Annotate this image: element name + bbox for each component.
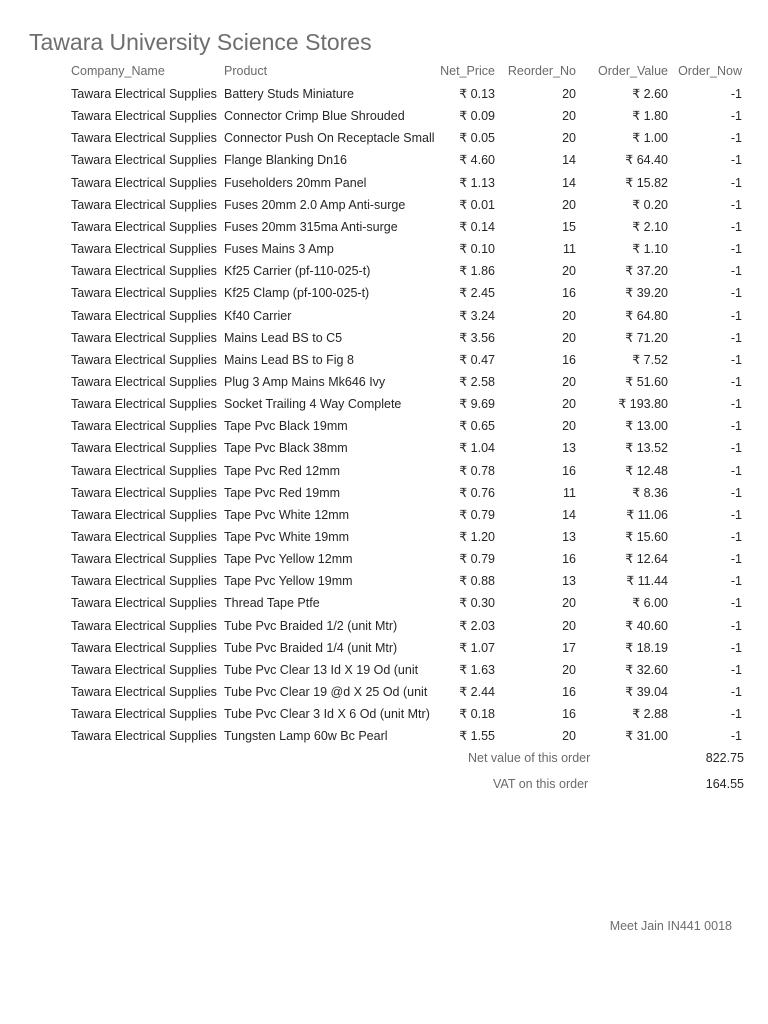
cell-order-now: -1 bbox=[730, 641, 742, 655]
cell-product: Tape Pvc Black 19mm bbox=[224, 419, 348, 433]
table-row bbox=[0, 526, 768, 548]
cell-company: Tawara Electrical Supplies bbox=[71, 552, 217, 566]
cell-net-price: ₹ 0.76 bbox=[459, 486, 495, 500]
cell-order-value: ₹ 18.19 bbox=[625, 641, 668, 655]
cell-company: Tawara Electrical Supplies bbox=[71, 131, 217, 145]
cell-reorder-no: 20 bbox=[562, 309, 576, 323]
cell-product: Battery Studs Miniature bbox=[224, 87, 354, 101]
cell-order-now: -1 bbox=[730, 109, 742, 123]
cell-net-price: ₹ 0.18 bbox=[459, 707, 495, 721]
cell-order-value: ₹ 7.52 bbox=[632, 353, 668, 367]
cell-net-price: ₹ 0.01 bbox=[459, 198, 495, 212]
cell-order-now: -1 bbox=[730, 353, 742, 367]
cell-company: Tawara Electrical Supplies bbox=[71, 574, 217, 588]
table-row bbox=[0, 681, 768, 703]
cell-company: Tawara Electrical Supplies bbox=[71, 508, 217, 522]
cell-company: Tawara Electrical Supplies bbox=[71, 441, 217, 455]
cell-order-now: -1 bbox=[730, 87, 742, 101]
table-row bbox=[0, 482, 768, 504]
cell-order-now: -1 bbox=[730, 552, 742, 566]
cell-order-now: -1 bbox=[730, 375, 742, 389]
cell-company: Tawara Electrical Supplies bbox=[71, 596, 217, 610]
cell-product: Tube Pvc Braided 1/2 (unit Mtr) bbox=[224, 619, 398, 633]
cell-order-value: ₹ 32.60 bbox=[625, 663, 668, 677]
cell-company: Tawara Electrical Supplies bbox=[71, 264, 217, 278]
cell-order-now: -1 bbox=[730, 242, 742, 256]
cell-net-price: ₹ 0.30 bbox=[459, 596, 495, 610]
cell-order-now: -1 bbox=[730, 131, 742, 145]
cell-order-now: -1 bbox=[730, 596, 742, 610]
column-header-net-price: Net_Price bbox=[440, 64, 495, 78]
cell-order-value: ₹ 1.80 bbox=[632, 109, 668, 123]
cell-order-value: ₹ 39.04 bbox=[625, 685, 668, 699]
table-row bbox=[0, 260, 768, 282]
cell-order-value: ₹ 15.60 bbox=[625, 530, 668, 544]
cell-order-value: ₹ 6.00 bbox=[632, 596, 668, 610]
cell-order-now: -1 bbox=[730, 685, 742, 699]
cell-order-now: -1 bbox=[730, 729, 742, 743]
table-row bbox=[0, 371, 768, 393]
cell-net-price: ₹ 1.07 bbox=[459, 641, 495, 655]
cell-order-value: ₹ 13.52 bbox=[625, 441, 668, 455]
cell-order-value: ₹ 64.40 bbox=[625, 153, 668, 167]
column-header-order-value: Order_Value bbox=[598, 64, 668, 78]
column-header-reorder-no: Reorder_No bbox=[507, 64, 576, 78]
cell-net-price: ₹ 0.79 bbox=[459, 552, 495, 566]
cell-net-price: ₹ 0.65 bbox=[459, 419, 495, 433]
column-header-company: Company_Name bbox=[71, 64, 165, 78]
cell-company: Tawara Electrical Supplies bbox=[71, 464, 217, 478]
cell-company: Tawara Electrical Supplies bbox=[71, 353, 217, 367]
cell-product: Tape Pvc Yellow 19mm bbox=[224, 574, 353, 588]
column-header-order-now: Order_Now bbox=[678, 64, 742, 78]
cell-order-value: ₹ 1.10 bbox=[632, 242, 668, 256]
cell-product: Mains Lead BS to C5 bbox=[224, 331, 343, 345]
cell-net-price: ₹ 0.47 bbox=[459, 353, 495, 367]
cell-order-value: ₹ 193.80 bbox=[618, 397, 668, 411]
table-row bbox=[0, 725, 768, 747]
cell-order-value: ₹ 1.00 bbox=[632, 131, 668, 145]
cell-order-now: -1 bbox=[730, 663, 742, 677]
cell-net-price: ₹ 1.63 bbox=[459, 663, 495, 677]
cell-order-value: ₹ 31.00 bbox=[625, 729, 668, 743]
cell-company: Tawara Electrical Supplies bbox=[71, 198, 217, 212]
cell-net-price: ₹ 9.69 bbox=[459, 397, 495, 411]
cell-company: Tawara Electrical Supplies bbox=[71, 530, 217, 544]
cell-product: Fuses 20mm 315ma Anti-surge bbox=[224, 220, 398, 234]
cell-net-price: ₹ 2.03 bbox=[459, 619, 495, 633]
table-row bbox=[0, 659, 768, 681]
cell-company: Tawara Electrical Supplies bbox=[71, 707, 217, 721]
cell-product: Tape Pvc Black 38mm bbox=[224, 441, 348, 455]
cell-net-price: ₹ 1.13 bbox=[459, 176, 495, 190]
cell-net-price: ₹ 2.58 bbox=[459, 375, 495, 389]
cell-company: Tawara Electrical Supplies bbox=[71, 87, 217, 101]
cell-reorder-no: 20 bbox=[562, 619, 576, 633]
cell-order-value: ₹ 51.60 bbox=[625, 375, 668, 389]
table-row bbox=[0, 172, 768, 194]
cell-order-value: ₹ 11.06 bbox=[626, 508, 668, 522]
cell-reorder-no: 20 bbox=[562, 397, 576, 411]
cell-order-value: ₹ 2.60 bbox=[632, 87, 668, 101]
cell-reorder-no: 16 bbox=[562, 286, 576, 300]
cell-reorder-no: 20 bbox=[562, 663, 576, 677]
cell-reorder-no: 20 bbox=[562, 331, 576, 345]
cell-net-price: ₹ 0.13 bbox=[459, 87, 495, 101]
cell-company: Tawara Electrical Supplies bbox=[71, 309, 217, 323]
table-row bbox=[0, 504, 768, 526]
table-row bbox=[0, 637, 768, 659]
table-row bbox=[0, 570, 768, 592]
cell-product: Fuseholders 20mm Panel bbox=[224, 176, 367, 190]
cell-company: Tawara Electrical Supplies bbox=[71, 220, 217, 234]
table-row bbox=[0, 194, 768, 216]
cell-company: Tawara Electrical Supplies bbox=[71, 663, 217, 677]
cell-reorder-no: 14 bbox=[562, 508, 576, 522]
cell-reorder-no: 13 bbox=[562, 441, 576, 455]
cell-order-now: -1 bbox=[730, 619, 742, 633]
cell-net-price: ₹ 1.86 bbox=[459, 264, 495, 278]
cell-product: Thread Tape Ptfe bbox=[224, 596, 320, 610]
table-row bbox=[0, 305, 768, 327]
table-row bbox=[0, 393, 768, 415]
cell-reorder-no: 20 bbox=[562, 375, 576, 389]
cell-order-now: -1 bbox=[730, 464, 742, 478]
cell-product: Mains Lead BS to Fig 8 bbox=[224, 353, 354, 367]
cell-net-price: ₹ 0.78 bbox=[459, 464, 495, 478]
cell-order-now: -1 bbox=[730, 530, 742, 544]
cell-reorder-no: 15 bbox=[562, 220, 576, 234]
cell-reorder-no: 17 bbox=[562, 641, 576, 655]
cell-order-now: -1 bbox=[730, 220, 742, 234]
cell-net-price: ₹ 2.45 bbox=[459, 286, 495, 300]
cell-order-value: ₹ 12.64 bbox=[625, 552, 668, 566]
cell-reorder-no: 13 bbox=[562, 530, 576, 544]
cell-order-now: -1 bbox=[730, 176, 742, 190]
cell-order-value: ₹ 12.48 bbox=[625, 464, 668, 478]
cell-reorder-no: 16 bbox=[562, 552, 576, 566]
cell-order-now: -1 bbox=[730, 286, 742, 300]
cell-product: Tungsten Lamp 60w Bc Pearl bbox=[224, 729, 388, 743]
cell-product: Connector Crimp Blue Shrouded bbox=[224, 109, 405, 123]
cell-company: Tawara Electrical Supplies bbox=[71, 286, 217, 300]
cell-order-value: ₹ 2.10 bbox=[632, 220, 668, 234]
cell-net-price: ₹ 0.88 bbox=[459, 574, 495, 588]
cell-product: Tube Pvc Braided 1/4 (unit Mtr) bbox=[224, 641, 398, 655]
cell-reorder-no: 20 bbox=[562, 198, 576, 212]
cell-net-price: ₹ 1.55 bbox=[459, 729, 495, 743]
cell-company: Tawara Electrical Supplies bbox=[71, 729, 217, 743]
cell-reorder-no: 20 bbox=[562, 264, 576, 278]
cell-product: Kf40 Carrier bbox=[224, 309, 292, 323]
cell-product: Kf25 Carrier (pf-110-025-t) bbox=[224, 264, 371, 278]
cell-net-price: ₹ 3.24 bbox=[459, 309, 495, 323]
net-value-label: Net value of this order bbox=[468, 751, 591, 765]
cell-reorder-no: 14 bbox=[562, 153, 576, 167]
cell-order-value: ₹ 11.44 bbox=[626, 574, 668, 588]
table-row bbox=[0, 460, 768, 482]
cell-product: Socket Trailing 4 Way Complete bbox=[224, 397, 402, 411]
cell-product: Tape Pvc Red 19mm bbox=[224, 486, 341, 500]
cell-order-value: ₹ 2.88 bbox=[632, 707, 668, 721]
cell-net-price: ₹ 1.20 bbox=[459, 530, 495, 544]
table-row bbox=[0, 216, 768, 238]
cell-order-now: -1 bbox=[730, 707, 742, 721]
cell-order-now: -1 bbox=[730, 441, 742, 455]
vat-label: VAT on this order bbox=[493, 777, 589, 791]
table-row bbox=[0, 282, 768, 304]
cell-company: Tawara Electrical Supplies bbox=[71, 397, 217, 411]
cell-reorder-no: 13 bbox=[562, 574, 576, 588]
cell-order-now: -1 bbox=[730, 198, 742, 212]
cell-net-price: ₹ 0.09 bbox=[459, 109, 495, 123]
cell-net-price: ₹ 0.79 bbox=[459, 508, 495, 522]
cell-order-now: -1 bbox=[730, 264, 742, 278]
cell-reorder-no: 20 bbox=[562, 419, 576, 433]
table-row bbox=[0, 548, 768, 570]
cell-company: Tawara Electrical Supplies bbox=[71, 419, 217, 433]
cell-reorder-no: 16 bbox=[562, 707, 576, 721]
cell-net-price: ₹ 4.60 bbox=[459, 153, 495, 167]
cell-order-now: -1 bbox=[730, 486, 742, 500]
cell-product: Kf25 Clamp (pf-100-025-t) bbox=[224, 286, 370, 300]
cell-company: Tawara Electrical Supplies bbox=[71, 242, 217, 256]
cell-order-value: ₹ 64.80 bbox=[625, 309, 668, 323]
table-row bbox=[0, 615, 768, 637]
table-row bbox=[0, 703, 768, 725]
cell-order-now: -1 bbox=[730, 331, 742, 345]
cell-product: Flange Blanking Dn16 bbox=[224, 153, 347, 167]
cell-net-price: ₹ 2.44 bbox=[459, 685, 495, 699]
column-header-product: Product bbox=[224, 64, 268, 78]
table-row bbox=[0, 238, 768, 260]
cell-reorder-no: 16 bbox=[562, 685, 576, 699]
table-row bbox=[0, 327, 768, 349]
cell-order-value: ₹ 15.82 bbox=[625, 176, 668, 190]
cell-company: Tawara Electrical Supplies bbox=[71, 331, 217, 345]
cell-order-now: -1 bbox=[730, 397, 742, 411]
cell-product: Tape Pvc Red 12mm bbox=[224, 464, 341, 478]
page-title: Tawara University Science Stores bbox=[29, 29, 372, 55]
cell-reorder-no: 20 bbox=[562, 87, 576, 101]
cell-product: Tube Pvc Clear 13 Id X 19 Od (unit bbox=[224, 663, 419, 677]
cell-product: Tape Pvc White 12mm bbox=[224, 508, 350, 522]
cell-reorder-no: 11 bbox=[563, 242, 576, 256]
cell-product: Tube Pvc Clear 3 Id X 6 Od (unit Mtr) bbox=[224, 707, 430, 721]
cell-company: Tawara Electrical Supplies bbox=[71, 109, 217, 123]
cell-order-value: ₹ 8.36 bbox=[632, 486, 668, 500]
cell-reorder-no: 14 bbox=[562, 176, 576, 190]
cell-reorder-no: 20 bbox=[562, 109, 576, 123]
cell-order-value: ₹ 13.00 bbox=[625, 419, 668, 433]
cell-product: Tape Pvc Yellow 12mm bbox=[224, 552, 353, 566]
cell-net-price: ₹ 0.10 bbox=[459, 242, 495, 256]
cell-company: Tawara Electrical Supplies bbox=[71, 619, 217, 633]
cell-product: Connector Push On Receptacle Small bbox=[224, 131, 435, 145]
cell-company: Tawara Electrical Supplies bbox=[71, 375, 217, 389]
cell-net-price: ₹ 0.14 bbox=[459, 220, 495, 234]
cell-net-price: ₹ 0.05 bbox=[459, 131, 495, 145]
cell-order-now: -1 bbox=[730, 574, 742, 588]
table-row bbox=[0, 149, 768, 171]
cell-order-value: ₹ 37.20 bbox=[625, 264, 668, 278]
cell-order-value: ₹ 40.60 bbox=[625, 619, 668, 633]
cell-reorder-no: 16 bbox=[562, 353, 576, 367]
cell-product: Plug 3 Amp Mains Mk646 Ivy bbox=[224, 375, 386, 389]
cell-product: Tape Pvc White 19mm bbox=[224, 530, 350, 544]
cell-product: Fuses Mains 3 Amp bbox=[224, 242, 334, 256]
cell-reorder-no: 16 bbox=[562, 464, 576, 478]
table-row bbox=[0, 437, 768, 459]
table-row bbox=[0, 415, 768, 437]
cell-product: Tube Pvc Clear 19 @d X 25 Od (unit bbox=[224, 685, 428, 699]
cell-company: Tawara Electrical Supplies bbox=[71, 486, 217, 500]
footer-note: Meet Jain IN441 0018 bbox=[609, 919, 732, 933]
table-row bbox=[0, 105, 768, 127]
cell-order-value: ₹ 0.20 bbox=[632, 198, 668, 212]
net-value: 822.75 bbox=[705, 751, 744, 765]
cell-order-now: -1 bbox=[730, 419, 742, 433]
cell-reorder-no: 20 bbox=[562, 596, 576, 610]
table-row bbox=[0, 83, 768, 105]
cell-order-now: -1 bbox=[730, 153, 742, 167]
vat-value: 164.55 bbox=[705, 777, 744, 791]
cell-order-value: ₹ 39.20 bbox=[625, 286, 668, 300]
cell-company: Tawara Electrical Supplies bbox=[71, 153, 217, 167]
cell-reorder-no: 20 bbox=[562, 729, 576, 743]
cell-company: Tawara Electrical Supplies bbox=[71, 685, 217, 699]
table-row bbox=[0, 349, 768, 371]
table-row bbox=[0, 592, 768, 614]
cell-reorder-no: 11 bbox=[563, 486, 576, 500]
cell-order-value: ₹ 71.20 bbox=[625, 331, 668, 345]
cell-product: Fuses 20mm 2.0 Amp Anti-surge bbox=[224, 198, 406, 212]
cell-net-price: ₹ 1.04 bbox=[459, 441, 495, 455]
cell-net-price: ₹ 3.56 bbox=[459, 331, 495, 345]
cell-company: Tawara Electrical Supplies bbox=[71, 176, 217, 190]
table-row bbox=[0, 127, 768, 149]
cell-order-now: -1 bbox=[730, 309, 742, 323]
cell-order-now: -1 bbox=[730, 508, 742, 522]
cell-company: Tawara Electrical Supplies bbox=[71, 641, 217, 655]
cell-reorder-no: 20 bbox=[562, 131, 576, 145]
